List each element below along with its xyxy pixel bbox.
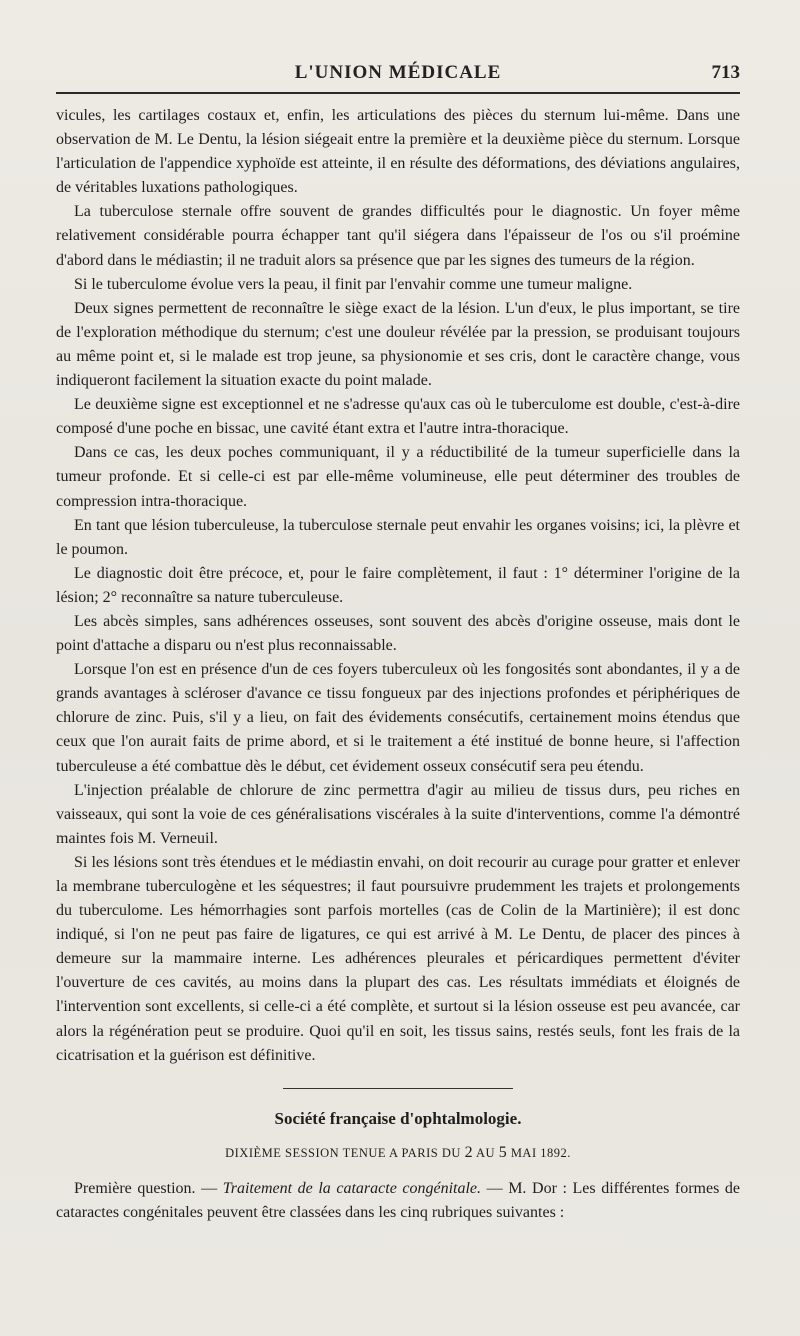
question-speaker: — M. Dor :	[481, 1179, 573, 1197]
session-line	[56, 1141, 740, 1165]
paragraph: En tant que lésion tuberculeuse, la tuberculose sternale peut envahir les organes voisins; ici, la plèvre et le poumon.	[56, 516, 740, 558]
page-header	[56, 58, 740, 98]
page-number: 713	[711, 62, 740, 83]
paragraph: Le diagnostic doit être précoce, et, pour le faire complètement, il faut : 1° déterminer l'origine de la lésion; 2° reconnaître sa nature tuberculeuse.	[56, 564, 740, 606]
paragraph: vicules, les cartilages costaux et, enfin, les articulations des pièces du sternum lui-même. Dans une observation de M. Le Dentu, la lésion siégeait entre la première et la deuxième pièce du sternum. Lorsque l'articulation de l'appendice xyphoïde est atteinte, il en résulte des déformations, des déviations angulaires, de véritables luxations pathologiques.	[56, 107, 740, 197]
running-title: L'UNION MÉDICALE	[294, 62, 502, 83]
session-suffix: MAI 1892.	[510, 1145, 571, 1160]
question-text: Les différentes formes de cataractes congénitales peuvent être classées dans les cinq rubriques suivantes :	[56, 1179, 741, 1222]
question-lead: Première question. —	[74, 1179, 223, 1197]
paragraph: Le deuxième signe est exceptionnel et ne s'adresse qu'aux cas où le tuberculome est double, c'est-à-dire composé d'une poche en bissac, une cavité étant extra et l'autre intra-thoracique.	[56, 396, 740, 438]
section-divider	[283, 1088, 513, 1089]
question-topic: Traitement de la cataracte congénitale.	[222, 1179, 482, 1197]
paragraph: Dans ce cas, les deux poches communiquant, il y a réductibilité de la tumeur superficielle dans la tumeur profonde. Et si celle-ci est par elle-même volumineuse, elle peut déterminer des troubles de compression intra-thoracique.	[56, 444, 740, 510]
session-day-start: 2	[464, 1143, 474, 1161]
paragraph: L'injection préalable de chlorure de zinc permettra d'agir au milieu de tissus durs, peu riches en vaisseaux, qui sont la voie de ces généralisations viscérales à la suite d'interventions, comme l'a démontré maintes fois M. Verneuil.	[56, 781, 740, 847]
header-rule	[56, 92, 740, 94]
paragraph: Si les lésions sont très étendues et le médiastin envahi, on doit recourir au curage pour gratter et enlever la membrane tuberculogène et les séquestres; il faut poursuivre prudemment les trajets et prolongements du tuberculome. Les hémorrhagies sont parfois mortelles (cas de Colin de la Martinière); il est donc indiqué, si l'on ne peut pas faire de ligatures, ce qui est arrivé à M. Le Dentu, de placer des pinces à demeure sur la mammaire interne. Les adhérences pleurales et péricardiques permettent d'éviter l'ouverture de ces cavités, au moins dans la plupart des cas. Les résultats immédiats et éloignés de l'intervention sont excellents, si celle-ci a été complète, et surtout si la lésion osseuse est peu avancée, car alors la régénération peut se produire. Quoi qu'il en soit, les tissus sains, restés seuls, font les frais de la cicatrisation et la guérison est définitive.	[56, 853, 740, 1064]
question-paragraph	[56, 1177, 740, 1225]
session-day-end: 5	[498, 1143, 508, 1161]
paragraph: Deux signes permettent de reconnaître le siège exact de la lésion. L'un d'eux, le plus important, se tire de l'exploration méthodique du sternum; c'est une douleur révélée par la pression, se produisant toujours au même point et, si le malade est trop jeune, sa physionomie et ses cris, dont le caractère change, vous indiqueront facilement la situation exacte du point malade.	[56, 299, 740, 390]
section-title: Société française d'ophtalmologie.	[274, 1108, 522, 1128]
session-middle: AU	[476, 1145, 496, 1160]
paragraph: Les abcès simples, sans adhérences osseuses, sont souvent des abcès d'origine osseuse, mais dont le point d'attache a disparu ou n'est plus reconnaissable.	[56, 612, 740, 655]
paragraph: Si le tuberculome évolue vers la peau, il finit par l'envahir comme une tumeur maligne.	[74, 275, 633, 293]
session-prefix: DIXIÈME SESSION TENUE A PARIS DU	[225, 1145, 461, 1160]
article-body	[56, 104, 740, 1225]
paragraph: La tuberculose sternale offre souvent de grandes difficultés pour le diagnostic. Un foyer même relativement considérable pourra échapper tant qu'il siégera dans l'épaisseur de l'os ou s'il proémine d'abord dans le médiastin; il ne traduit alors sa présence que par les signes des tumeurs de la région.	[56, 203, 740, 269]
paragraph: Lorsque l'on est en présence d'un de ces foyers tuberculeux où les fongosités sont abondantes, il y a de grands avantages à scléroser d'avance ce tissu fongueux par des injections profondes et périphériques de chlorure de zinc. Puis, s'il y a lieu, on fait des évidements consécutifs, certainement moins étendus que ceux que l'on aurait faits de prime abord, et si le traitement a été institué de bonne heure, si l'affection tuberculeuse a été combattue dès le début, cet évidement osseux consécutif sera peu étendu.	[56, 661, 740, 775]
